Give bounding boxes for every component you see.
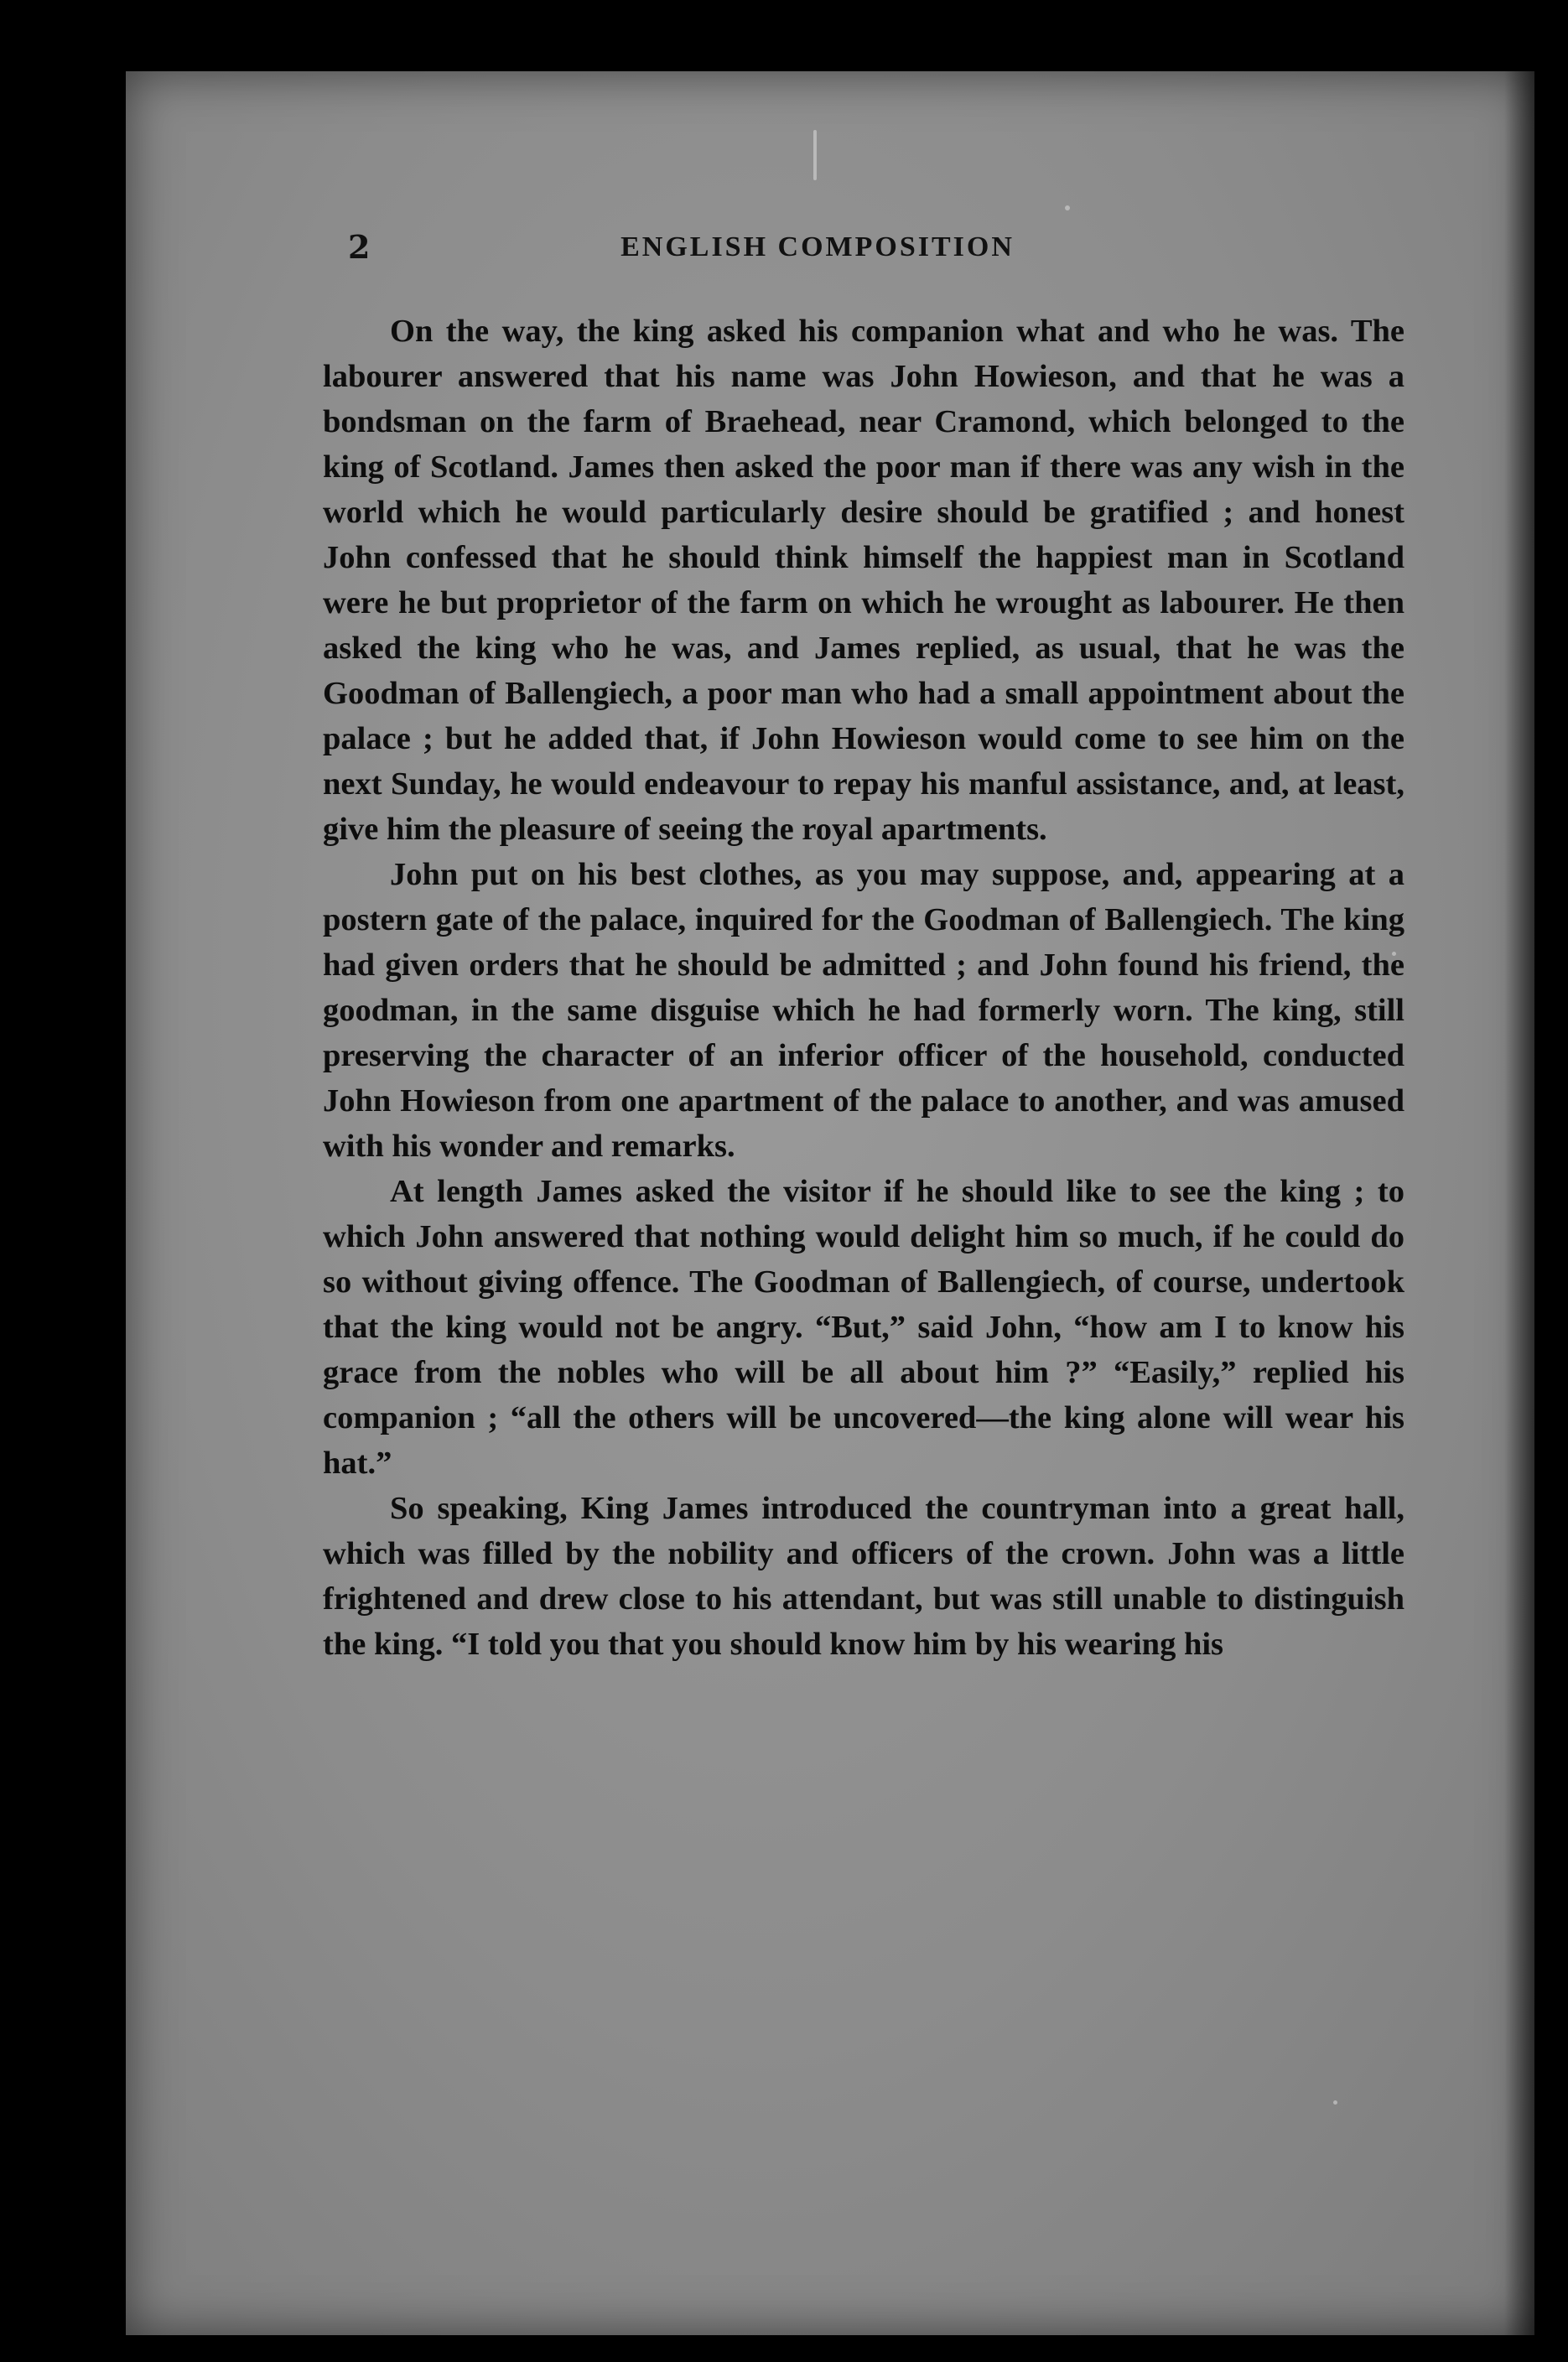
body-text <box>323 309 1404 1667</box>
scan-artifact <box>813 130 817 180</box>
paragraph: On the way, the king asked his companion what and who he was. The labourer answered that his name was John Howieson, and that he was a bondsman on the farm of Braehead, near Cramond, which belonged to the king of Scotland. James then asked the poor man if there was any wish in the world which he would particularly desire should be gratified ; and honest John confessed that he should think himself the happiest man in Scotland were he but proprietor of the farm on which he wrought as labourer. He then asked the king who he was, and James replied, as usual, that he was the Goodman of Ballengiech, a poor man who had a small appointment about the palace ; but he added that, if John Howieson would come to see him on the next Sunday, he would endeavour to repay his manful assistance, and, at least, give him the pleasure of seeing the royal apartments. <box>323 314 1404 847</box>
running-title: ENGLISH COMPOSITION <box>620 231 1015 262</box>
page-number: 2 <box>348 228 371 266</box>
page-header <box>222 228 1413 278</box>
page-shadow-edge <box>1504 71 1534 2335</box>
paragraph: At length James asked the visitor if he should like to see the king ; to which John answered that nothing would delight him so much, if he could do so without giving offence. The Goodman of Ballengiech, of course, undertook that the king would not be angry. “But,” said John, “how am I to know his grace from the nobles who will be all about him ?” “Easily,” replied his companion ; “all the others will be uncovered—the king alone will wear his hat.” <box>323 1174 1404 1481</box>
paragraph: So speaking, King James introduced the countryman into a great hall, which was filled by the nobility and officers of the crown. John was a little frightened and drew close to his attendant, but was still unable to distinguish the king. “I told you that you should know him by his wearing his <box>323 1491 1404 1662</box>
scan-artifact <box>1065 205 1070 210</box>
scan-artifact <box>1333 2100 1337 2105</box>
paragraph: John put on his best clothes, as you may suppose, and, appearing at a postern gate of the palace, inquired for the Goodman of Ballengiech. The king had given orders that he should be admitted ; and John found his friend, the goodman, in the same disguise which he had formerly worn. The king, still preserving the character of an inferior officer of the household, conducted John Howieson from one apartment of the palace to another, and was amused with his wonder and remarks. <box>323 857 1404 1164</box>
